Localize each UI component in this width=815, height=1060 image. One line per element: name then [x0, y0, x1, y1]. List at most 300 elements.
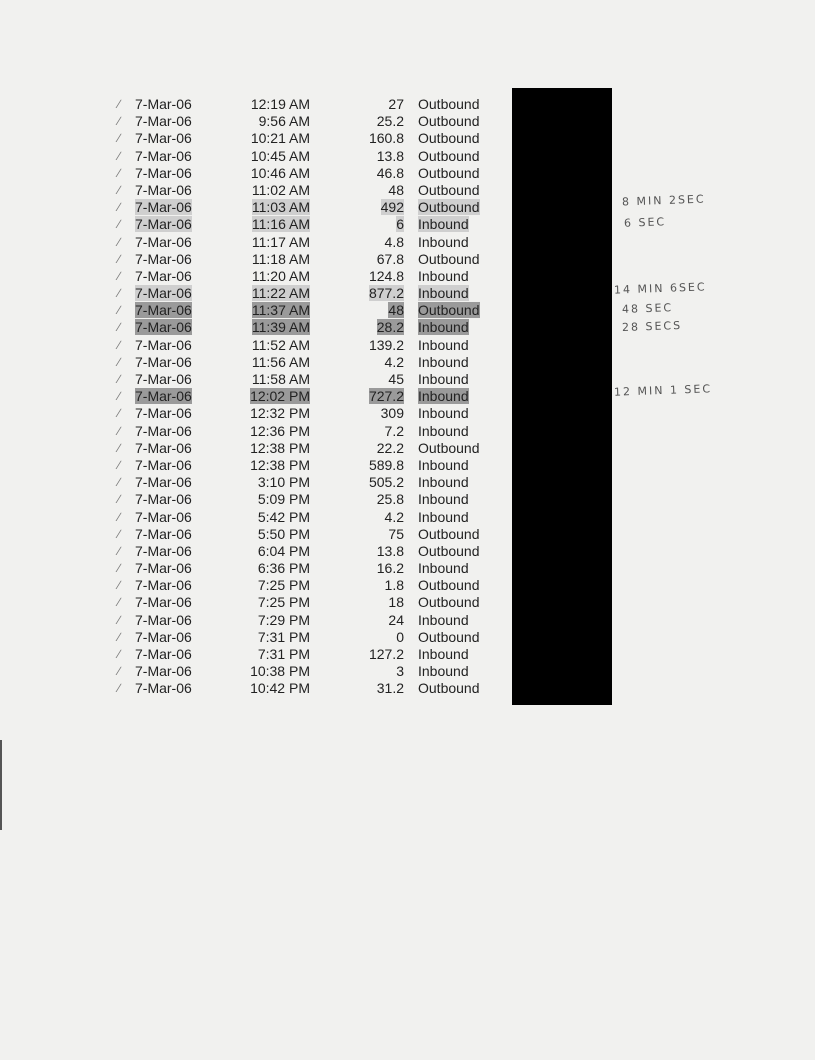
time-cell — [200, 148, 310, 165]
table-row — [0, 543, 500, 560]
check-mark-icon: ∕ — [118, 457, 121, 472]
date-cell-text: 7-Mar-06 — [135, 663, 192, 680]
duration-cell-text: 25.2 — [376, 113, 404, 130]
direction-cell-text: Inbound — [418, 456, 469, 473]
duration-cell-text: 25.8 — [376, 491, 404, 508]
direction-cell — [418, 337, 469, 354]
table-row — [0, 285, 500, 302]
table-row — [0, 234, 500, 251]
time-cell-text: 11:03 AM — [251, 199, 310, 216]
duration-cell-text: 4.2 — [384, 508, 404, 525]
date-cell-text: 7-Mar-06 — [135, 491, 192, 508]
time-cell — [200, 96, 310, 113]
direction-cell — [418, 165, 480, 182]
time-cell-text: 11:52 AM — [251, 336, 310, 353]
direction-cell-text: Inbound — [418, 216, 469, 233]
check-mark-icon: ∕ — [118, 268, 121, 283]
duration-cell — [340, 594, 404, 611]
date-cell — [135, 96, 192, 113]
table-row — [0, 216, 500, 233]
direction-cell — [418, 594, 480, 611]
date-cell — [135, 594, 192, 611]
table-row — [0, 130, 500, 147]
date-cell — [135, 251, 192, 268]
direction-cell-text: Inbound — [418, 319, 469, 336]
date-cell-text: 7-Mar-06 — [135, 302, 192, 319]
check-mark-icon: ∕ — [118, 475, 121, 490]
duration-cell-text: 4.8 — [384, 233, 404, 250]
redaction-block — [512, 88, 612, 705]
check-mark-icon: ∕ — [118, 217, 121, 232]
direction-cell — [418, 148, 480, 165]
time-cell-text: 11:02 AM — [251, 181, 310, 198]
date-cell-text: 7-Mar-06 — [135, 199, 192, 216]
direction-cell — [418, 285, 469, 302]
time-cell-text: 11:39 AM — [251, 319, 310, 336]
date-cell — [135, 457, 192, 474]
time-cell — [200, 251, 310, 268]
date-cell-text: 7-Mar-06 — [135, 267, 192, 284]
time-cell — [200, 388, 310, 405]
direction-cell-text: Inbound — [418, 663, 469, 680]
date-cell — [135, 646, 192, 663]
duration-cell — [340, 319, 404, 336]
direction-cell-text: Inbound — [418, 371, 469, 387]
direction-cell-text: Inbound — [418, 405, 469, 422]
direction-cell-text: Inbound — [418, 353, 469, 370]
date-cell-text: 7-Mar-06 — [135, 164, 192, 181]
time-cell — [200, 646, 310, 663]
date-cell-text: 7-Mar-06 — [135, 422, 192, 439]
duration-cell — [340, 354, 404, 371]
table-row — [0, 629, 500, 646]
duration-cell — [340, 543, 404, 560]
direction-cell-text: Outbound — [418, 199, 480, 216]
date-cell-text: 7-Mar-06 — [135, 525, 192, 542]
time-cell — [200, 543, 310, 560]
handwritten-note: 6 SEC — [623, 215, 667, 230]
date-cell — [135, 234, 192, 251]
table-row — [0, 354, 500, 371]
time-cell — [200, 113, 310, 130]
duration-cell-text: 589.8 — [368, 456, 404, 473]
direction-cell-text: Outbound — [418, 130, 480, 147]
time-cell-text: 10:38 PM — [250, 663, 310, 680]
direction-cell-text: Inbound — [418, 267, 469, 284]
check-mark-icon: ∕ — [118, 114, 121, 129]
time-cell — [200, 560, 310, 577]
direction-cell-text: Inbound — [418, 388, 469, 405]
direction-cell — [418, 268, 469, 285]
time-cell-text: 5:09 PM — [257, 491, 310, 508]
date-cell — [135, 388, 192, 405]
date-cell-text: 7-Mar-06 — [135, 130, 192, 147]
duration-cell-text: 16.2 — [376, 560, 404, 577]
table-row — [0, 457, 500, 474]
direction-cell — [418, 543, 480, 560]
direction-cell — [418, 646, 469, 663]
date-cell-text: 7-Mar-06 — [135, 353, 192, 370]
time-cell — [200, 371, 310, 388]
duration-cell — [340, 96, 404, 113]
duration-cell — [340, 216, 404, 233]
duration-cell — [340, 113, 404, 130]
date-cell-text: 7-Mar-06 — [135, 594, 192, 611]
check-mark-icon: ∕ — [118, 372, 121, 386]
direction-cell — [418, 457, 469, 474]
time-cell — [200, 423, 310, 440]
duration-cell — [340, 388, 404, 405]
duration-cell — [340, 371, 404, 388]
duration-cell — [340, 423, 404, 440]
table-row — [0, 560, 500, 577]
date-cell-text: 7-Mar-06 — [135, 646, 192, 662]
date-cell — [135, 302, 192, 319]
table-row — [0, 302, 500, 319]
date-cell — [135, 199, 192, 216]
date-cell-text: 7-Mar-06 — [135, 439, 192, 456]
duration-cell — [340, 577, 404, 594]
direction-cell-text: Outbound — [418, 96, 480, 112]
date-cell — [135, 371, 192, 388]
direction-cell — [418, 680, 480, 697]
time-cell-text: 12:02 PM — [250, 388, 310, 405]
table-row — [0, 577, 500, 594]
date-cell-text: 7-Mar-06 — [135, 250, 192, 267]
time-cell-text: 11:16 AM — [251, 216, 310, 233]
table-row — [0, 509, 500, 526]
direction-cell-text: Outbound — [418, 525, 480, 542]
direction-cell — [418, 440, 480, 457]
duration-cell — [340, 302, 404, 319]
direction-cell-text: Inbound — [418, 560, 469, 577]
time-cell-text: 11:58 AM — [251, 371, 310, 387]
direction-cell-text: Outbound — [418, 181, 480, 198]
date-cell — [135, 354, 192, 371]
table-row — [0, 388, 500, 405]
date-cell-text: 7-Mar-06 — [135, 405, 192, 422]
duration-cell — [340, 405, 404, 422]
date-cell — [135, 612, 192, 629]
time-cell-text: 12:32 PM — [250, 405, 310, 422]
time-cell — [200, 594, 310, 611]
check-mark-icon: ∕ — [118, 354, 121, 369]
table-row — [0, 663, 500, 680]
duration-cell-text: 45 — [388, 371, 404, 387]
time-cell-text: 11:22 AM — [251, 285, 310, 302]
direction-cell-text: Outbound — [418, 250, 480, 267]
time-cell — [200, 612, 310, 629]
direction-cell-text: Inbound — [418, 646, 469, 662]
time-cell — [200, 268, 310, 285]
table-row — [0, 268, 500, 285]
table-row — [0, 646, 500, 663]
table-row — [0, 199, 500, 216]
duration-cell-text: 46.8 — [376, 164, 404, 181]
check-mark-icon: ∕ — [118, 423, 121, 438]
date-cell-text: 7-Mar-06 — [135, 628, 192, 645]
duration-cell — [340, 234, 404, 251]
duration-cell — [340, 491, 404, 508]
date-cell — [135, 680, 192, 697]
duration-cell — [340, 251, 404, 268]
check-mark-icon: ∕ — [118, 148, 121, 163]
direction-cell — [418, 388, 469, 405]
duration-cell — [340, 629, 404, 646]
date-cell — [135, 405, 192, 422]
duration-cell — [340, 663, 404, 680]
date-cell — [135, 130, 192, 147]
scan-edge-mark — [0, 740, 2, 830]
table-row — [0, 423, 500, 440]
direction-cell-text: Inbound — [418, 508, 469, 525]
table-row — [0, 337, 500, 354]
check-mark-icon: ∕ — [118, 165, 121, 180]
direction-cell-text: Outbound — [418, 594, 480, 611]
duration-cell-text: 13.8 — [376, 542, 404, 559]
direction-cell — [418, 509, 469, 526]
duration-cell-text: 124.8 — [368, 267, 404, 284]
time-cell-text: 10:45 AM — [250, 147, 310, 164]
time-cell-text: 12:38 PM — [250, 456, 310, 473]
direction-cell-text: Outbound — [418, 577, 480, 594]
time-cell — [200, 182, 310, 199]
duration-cell — [340, 337, 404, 354]
date-cell-text: 7-Mar-06 — [135, 611, 192, 628]
time-cell-text: 11:56 AM — [251, 353, 310, 370]
duration-cell — [340, 646, 404, 663]
duration-cell-text: 877.2 — [368, 285, 404, 302]
time-cell — [200, 354, 310, 371]
time-cell-text: 5:42 PM — [257, 508, 310, 525]
date-cell-text: 7-Mar-06 — [135, 456, 192, 473]
table-row — [0, 148, 500, 165]
direction-cell-text: Inbound — [418, 474, 469, 491]
time-cell-text: 12:36 PM — [250, 422, 310, 439]
direction-cell-text: Outbound — [418, 542, 480, 559]
table-row — [0, 526, 500, 543]
table-row — [0, 440, 500, 457]
handwritten-note: 12 MIN 1 SEC — [613, 382, 713, 399]
time-cell-text: 7:31 PM — [257, 646, 310, 662]
direction-cell — [418, 526, 480, 543]
direction-cell — [418, 96, 480, 113]
handwritten-note: 8 MIN 2SEC — [621, 192, 706, 209]
direction-cell-text: Inbound — [418, 491, 469, 508]
date-cell — [135, 491, 192, 508]
check-mark-icon: ∕ — [118, 251, 121, 266]
duration-cell — [340, 474, 404, 491]
table-row — [0, 612, 500, 629]
check-mark-icon: ∕ — [118, 97, 121, 111]
duration-cell — [340, 509, 404, 526]
date-cell — [135, 440, 192, 457]
table-row — [0, 251, 500, 268]
duration-cell-text: 27 — [388, 96, 404, 112]
time-cell — [200, 629, 310, 646]
time-cell-text: 10:42 PM — [250, 680, 310, 697]
time-cell-text: 6:04 PM — [257, 542, 310, 559]
time-cell — [200, 199, 310, 216]
duration-cell-text: 75 — [388, 525, 404, 542]
check-mark-icon: ∕ — [118, 629, 121, 644]
time-cell-text: 10:46 AM — [250, 164, 310, 181]
direction-cell-text: Inbound — [418, 422, 469, 439]
check-mark-icon: ∕ — [118, 182, 121, 197]
table-row — [0, 96, 500, 113]
time-cell — [200, 509, 310, 526]
handwritten-note: 28 SECS — [621, 318, 683, 335]
time-cell-text: 11:37 AM — [251, 302, 310, 319]
table-row — [0, 319, 500, 336]
direction-cell — [418, 234, 469, 251]
check-mark-icon: ∕ — [118, 561, 121, 576]
date-cell-text: 7-Mar-06 — [135, 508, 192, 525]
check-mark-icon: ∕ — [118, 440, 121, 455]
time-cell-text: 7:31 PM — [257, 628, 310, 645]
date-cell-text: 7-Mar-06 — [135, 181, 192, 198]
date-cell-text: 7-Mar-06 — [135, 577, 192, 594]
duration-cell-text: 3 — [396, 663, 404, 680]
duration-cell-text: 139.2 — [368, 336, 404, 353]
check-mark-icon: ∕ — [118, 543, 121, 558]
date-cell-text: 7-Mar-06 — [135, 474, 192, 491]
direction-cell-text: Outbound — [418, 628, 480, 645]
duration-cell — [340, 199, 404, 216]
date-cell — [135, 165, 192, 182]
time-cell — [200, 577, 310, 594]
duration-cell — [340, 680, 404, 697]
time-cell — [200, 457, 310, 474]
date-cell-text: 7-Mar-06 — [135, 542, 192, 559]
direction-cell — [418, 251, 480, 268]
check-mark-icon: ∕ — [118, 595, 121, 610]
duration-cell-text: 24 — [388, 611, 404, 628]
time-cell — [200, 130, 310, 147]
duration-cell — [340, 268, 404, 285]
date-cell-text: 7-Mar-06 — [135, 113, 192, 130]
check-mark-icon: ∕ — [118, 389, 121, 404]
direction-cell — [418, 629, 480, 646]
direction-cell-text: Inbound — [418, 336, 469, 353]
date-cell — [135, 285, 192, 302]
direction-cell — [418, 113, 480, 130]
duration-cell-text: 1.8 — [384, 577, 404, 594]
duration-cell — [340, 612, 404, 629]
duration-cell — [340, 165, 404, 182]
duration-cell-text: 7.2 — [384, 422, 404, 439]
date-cell-text: 7-Mar-06 — [135, 216, 192, 233]
date-cell — [135, 423, 192, 440]
check-mark-icon: ∕ — [118, 200, 121, 215]
direction-cell-text: Outbound — [418, 113, 480, 130]
duration-cell-text: 18 — [388, 594, 404, 611]
check-mark-icon: ∕ — [118, 131, 121, 146]
date-cell — [135, 560, 192, 577]
time-cell — [200, 337, 310, 354]
date-cell-text: 7-Mar-06 — [135, 388, 192, 405]
duration-cell-text: 22.2 — [376, 439, 404, 456]
duration-cell-text: 0 — [396, 628, 404, 645]
time-cell — [200, 663, 310, 680]
handwritten-note: 48 SEC — [621, 301, 674, 316]
time-cell-text: 9:56 AM — [258, 113, 310, 130]
direction-cell-text: Outbound — [418, 164, 480, 181]
direction-cell — [418, 474, 469, 491]
time-cell — [200, 405, 310, 422]
direction-cell — [418, 405, 469, 422]
direction-cell — [418, 302, 480, 319]
duration-cell — [340, 285, 404, 302]
time-cell — [200, 285, 310, 302]
duration-cell-text: 492 — [380, 199, 404, 216]
time-cell — [200, 216, 310, 233]
date-cell — [135, 526, 192, 543]
date-cell-text: 7-Mar-06 — [135, 147, 192, 164]
check-mark-icon: ∕ — [118, 526, 121, 541]
direction-cell-text: Outbound — [418, 680, 480, 697]
date-cell-text: 7-Mar-06 — [135, 96, 192, 112]
duration-cell — [340, 440, 404, 457]
direction-cell — [418, 216, 469, 233]
direction-cell — [418, 130, 480, 147]
time-cell — [200, 526, 310, 543]
direction-cell-text: Inbound — [418, 611, 469, 628]
direction-cell-text: Inbound — [418, 285, 469, 302]
direction-cell — [418, 612, 469, 629]
duration-cell-text: 160.8 — [368, 130, 404, 147]
direction-cell-text: Outbound — [418, 439, 480, 456]
duration-cell-text: 309 — [380, 405, 404, 422]
direction-cell — [418, 577, 480, 594]
time-cell — [200, 474, 310, 491]
date-cell-text: 7-Mar-06 — [135, 371, 192, 387]
time-cell — [200, 302, 310, 319]
table-row — [0, 182, 500, 199]
time-cell-text: 10:21 AM — [250, 130, 310, 147]
date-cell — [135, 543, 192, 560]
date-cell — [135, 182, 192, 199]
check-mark-icon: ∕ — [118, 492, 121, 507]
direction-cell — [418, 423, 469, 440]
time-cell — [200, 680, 310, 697]
duration-cell-text: 13.8 — [376, 147, 404, 164]
duration-cell-text: 67.8 — [376, 250, 404, 267]
time-cell — [200, 440, 310, 457]
direction-cell — [418, 182, 480, 199]
direction-cell-text: Outbound — [418, 147, 480, 164]
table-row — [0, 474, 500, 491]
date-cell — [135, 268, 192, 285]
time-cell-text: 12:38 PM — [250, 439, 310, 456]
duration-cell-text: 727.2 — [368, 388, 404, 405]
table-row — [0, 680, 500, 697]
date-cell — [135, 113, 192, 130]
time-cell-text: 3:10 PM — [257, 474, 310, 491]
time-cell-text: 11:18 AM — [251, 250, 310, 267]
direction-cell — [418, 491, 469, 508]
check-mark-icon: ∕ — [118, 578, 121, 593]
call-log-table — [0, 96, 500, 698]
date-cell-text: 7-Mar-06 — [135, 560, 192, 577]
duration-cell — [340, 457, 404, 474]
duration-cell — [340, 148, 404, 165]
duration-cell-text: 28.2 — [376, 319, 404, 336]
check-mark-icon: ∕ — [118, 234, 121, 249]
table-row — [0, 405, 500, 422]
direction-cell-text: Outbound — [418, 302, 480, 319]
duration-cell-text: 505.2 — [368, 474, 404, 491]
